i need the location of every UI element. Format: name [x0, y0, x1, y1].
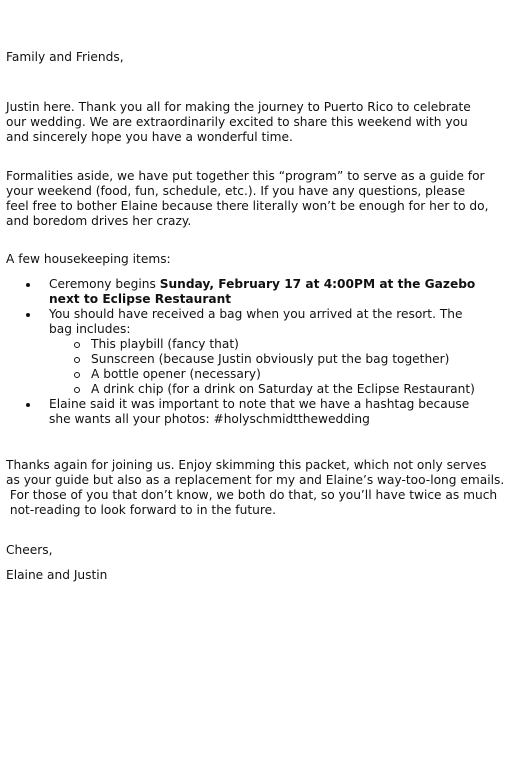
circle-bullet-icon: [74, 342, 80, 348]
bullet-icon: [26, 403, 30, 407]
bag-item-text: Sunscreen (because Justin obviously put the bag together): [91, 352, 450, 366]
thanks-paragraph: [6, 458, 504, 518]
ceremony-line: [49, 277, 502, 292]
bag-line: You should have received a bag when you arrived at the resort. The: [49, 307, 463, 321]
intro-paragraph: [6, 100, 471, 145]
housekeeping-heading: A few housekeeping items:: [6, 252, 171, 266]
circle-bullet-icon: [74, 387, 80, 393]
hashtag-line: Elaine said it was important to note that we have a hashtag because: [49, 397, 470, 411]
thanks-line: For those of you that don’t know, we both do that, so you’ll have twice as much: [6, 488, 498, 502]
formalities-line: your weekend (food, fun, schedule, etc.). If you have any questions, please: [6, 184, 466, 198]
thanks-line: Thanks again for joining us. Enjoy skimming this packet, which not only serves: [6, 458, 487, 472]
formalities-line: Formalities aside, we have put together this “program” to serve as a guide for: [6, 169, 485, 183]
bag-item: [49, 382, 502, 397]
thanks-line: not-reading to look forward to in the future.: [6, 503, 276, 517]
hashtag-line: she wants all your photos: #holyschmidtthewedding: [49, 412, 370, 426]
bag-item: [49, 367, 502, 382]
ceremony-location: next to Eclipse Restaurant: [49, 292, 232, 306]
formalities-paragraph: [6, 169, 488, 229]
thanks-line: as your guide but also as a replacement for my and Elaine’s way-too-long emails.: [6, 473, 505, 487]
bullet-icon: [26, 283, 30, 287]
intro-line: our wedding. We are extraordinarily excited to share this weekend with you: [6, 115, 468, 129]
bag-line: bag includes:: [49, 322, 131, 336]
intro-line: and sincerely hope you have a wonderful time.: [6, 130, 293, 144]
greeting: Family and Friends,: [6, 50, 124, 64]
ceremony-prefix: Ceremony begins: [49, 277, 160, 291]
housekeeping-list: [6, 277, 502, 427]
intro-line: Justin here. Thank you all for making the journey to Puerto Rico to celebrate: [6, 100, 471, 114]
formalities-line: feel free to bother Elaine because there literally won’t be enough for her to do,: [6, 199, 489, 213]
bag-item: [49, 352, 502, 367]
list-item-hashtag: [6, 397, 502, 427]
bag-item-text: A drink chip (for a drink on Saturday at the Eclipse Restaurant): [91, 382, 475, 396]
ceremony-time-place: Sunday, February 17 at 4:00PM at the Gazebo: [159, 277, 476, 291]
signature: Elaine and Justin: [6, 568, 108, 582]
bag-contents-list: [49, 337, 502, 397]
closing: Cheers,: [6, 543, 53, 557]
bullet-icon: [26, 313, 30, 317]
bag-item-text: This playbill (fancy that): [91, 337, 239, 351]
list-item-bag: [6, 307, 502, 397]
formalities-line: and boredom drives her crazy.: [6, 214, 192, 228]
bag-item: [49, 337, 502, 352]
circle-bullet-icon: [74, 372, 80, 378]
circle-bullet-icon: [74, 357, 80, 363]
list-item-ceremony: [6, 277, 502, 307]
bag-item-text: A bottle opener (necessary): [91, 367, 261, 381]
